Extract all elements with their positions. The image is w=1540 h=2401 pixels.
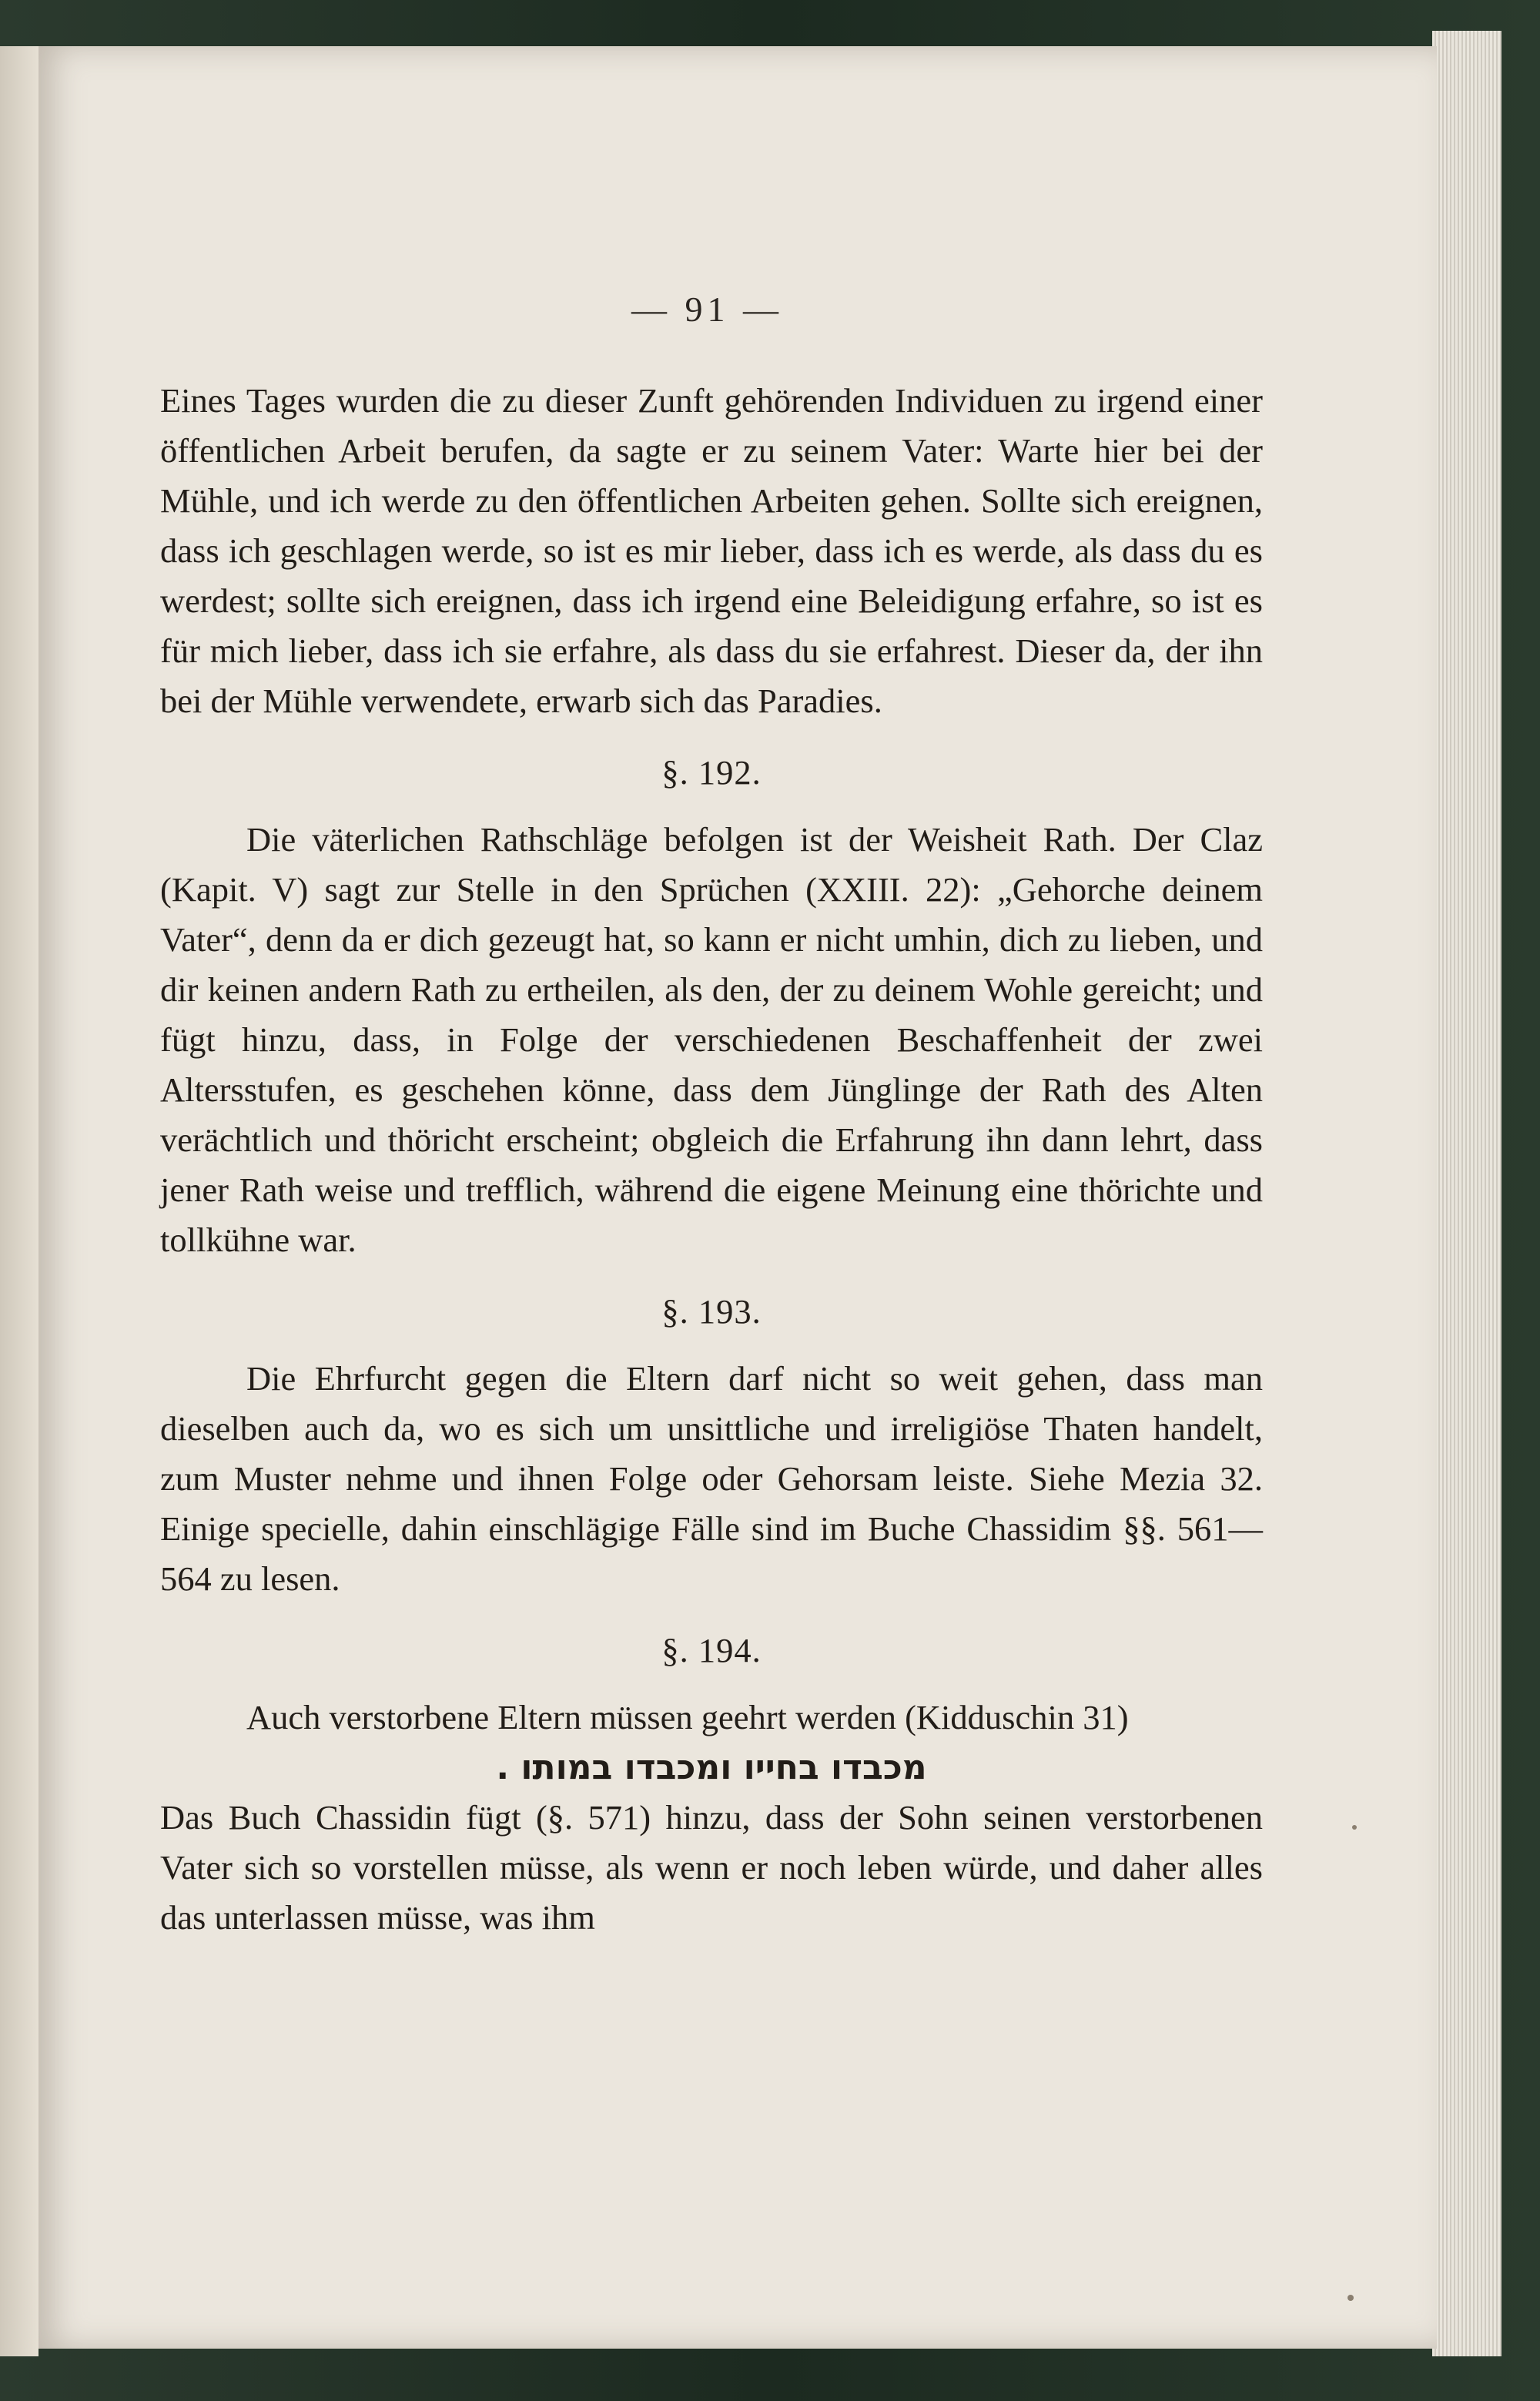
paper-speck — [1352, 1825, 1357, 1830]
paragraph-193: Die Ehrfurcht gegen die Eltern darf nicht so weit gehen, dass man dieselben auch da, wo es sich um unsittliche und irreligiöse Thaten handelt, zum Muster nehme und ihnen Folge oder Gehorsam leiste. Siehe Mezia 32. Einige specielle, dahin einschlägige Fälle sind im Buche Chassidim §§. 561—564 zu lesen. — [160, 1359, 1263, 1598]
paragraph-192: Die väterlichen Rathschläge befolgen ist der Weisheit Rath. Der Claz (Kapit. V) sagt zur Stelle in den Sprüchen (XXIII. 22): „Gehorche deinem Vater“, denn da er dich gezeugt hat, so kann er nicht umhin, dich zu lieben, und dir keinen andern Rath zu ertheilen, als den, der zu deinem Wohle gereicht; und fügt hinzu, dass, in Folge der verschiedenen Beschaffenheit der zwei Altersstufen, es geschehen könne, dass dem Jünglinge der Rath des Alten verächtlich und thöricht erscheint; obgleich die Erfahrung ihn dann lehrt, dass jener Rath weise und trefflich, während die eigene Meinung eine thörichte und tollkühne war. — [160, 820, 1263, 1259]
paragraph-194-body: Das Buch Chassidin fügt (§. 571) hinzu, dass der Sohn seinen verstorbenen Vater sich so vorstellen müsse, als wenn er noch leben würde, und daher alles das unterlassen müsse, was ihm — [160, 1798, 1263, 1937]
left-page-edge — [0, 46, 38, 2356]
book-page — [38, 46, 1437, 2349]
paragraph-continuation: Eines Tages wurden die zu dieser Zunft gehörenden Individuen zu irgend einer öffentlichen Arbeit berufen, da sagte er zu seinem Vater: Warte hier bei der Mühle, und ich werde zu den öffentlichen Arbeiten gehen. Sollte sich ereignen, dass ich geschlagen werde, so ist es mir lieber, dass ich es werde, als dass du es werdest; sollte sich ereignen, dass ich irgend eine Beleidigung erfahre, so ist es für mich lieber, dass ich sie erfahre, als dass du sie erfahrest. Dieser da, der ihn bei der Mühle verwendete, erwarb sich das Paradies. — [160, 381, 1263, 720]
paragraph-194-intro: Auch verstorbene Eltern müssen geehrt werden (Kidduschin 31) — [246, 1698, 1129, 1736]
paper-speck — [1348, 2295, 1354, 2301]
page-text — [160, 376, 1263, 1943]
section-heading-194: §. 194. — [661, 1631, 762, 1669]
section-heading-192: §. 192. — [661, 753, 762, 792]
page-edges — [1432, 31, 1502, 2356]
page-number: — 91 — — [631, 290, 783, 329]
hebrew-quotation: מכבדו בחייו ומכבדו במותו . — [496, 1748, 927, 1787]
section-heading-193: §. 193. — [661, 1292, 762, 1331]
